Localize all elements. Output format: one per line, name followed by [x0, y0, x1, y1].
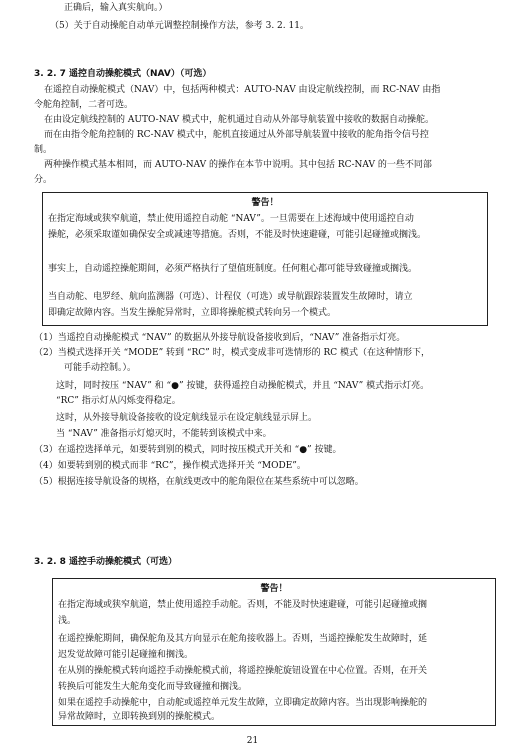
warning-text-line: 在遥控操舵期间，确保舵角及其方向显示在舵角接收器上。否则，当遥控操舵发生故障时，延	[58, 634, 428, 644]
warning-text-line: 异常故障时，立即转换到别的操舵模式。	[58, 712, 221, 722]
paragraph-line: 制。	[34, 145, 53, 155]
warning-text-line: 当自动舵、电罗经、航向监测器（可选）、计程仪（可选）或导航跟踪装置发生故障时，请立	[48, 292, 413, 302]
section-heading-3-2-8: 3. 2. 8 遥控手动操舵模式（可选）	[34, 557, 178, 567]
step-line: 当 “NAV” 准备指示灯熄灭时，不能转到该模式中来。	[56, 429, 272, 439]
step-line: （2）当模式选择开关 “MODE” 转到 “RC” 时，模式变成非可选情形的 RC 模式（在这种情形下，	[34, 348, 431, 358]
paragraph-line: 而在由指令舵角控制的 RC-NAV 模式中，舵机直接通过从外部导航装置中接收的舵角指令信号控	[44, 130, 429, 140]
warning-box	[42, 192, 488, 326]
step-line: 可能手动控制。）。	[64, 363, 137, 373]
step-line: 这时，从外接导航设备接收的设定航线显示在设定航线显示屏上。	[56, 413, 318, 423]
warning-text-line: 在从别的操舵模式转向遥控手动操舵模式前，将遥控操舵旋钮设置在中心位置。否则，在开关	[58, 666, 428, 676]
warning-text-line: 在指定海域或狭窄航道，禁止使用遥控手动舵。否则，不能及时快速避碰，可能引起碰撞或搁	[58, 600, 428, 610]
body-text-line: （5）关于自动操舵自动单元调整控制操作方法，参考 3. 2. 11。	[50, 21, 309, 31]
warning-title: 警告！	[251, 198, 279, 208]
warning-text-line: 事实上，自动遥控操舵期间，必须严格执行了望值班制度。任何粗心都可能导致碰撞或搁浅。	[48, 264, 418, 274]
warning-text-line: 即确定故障内容。当发生操舵异常时，立即将操舵模式转向另一个模式。	[48, 308, 337, 318]
warning-text-line: 如果在遥控手动操舵中，自动舵或遥控单元发生故障，立即确定故障内容。当出现影响操舵的	[58, 698, 428, 708]
step-line: （5）根据连接导航设备的规格，在航线更改中的舵角限位在某些系统中可以忽略。	[34, 477, 364, 487]
paragraph-line: 在遥控自动操舵模式（NAV）中，包括两种模式：AUTO-NAV 由设定航线控制，而 RC-NAV 由指	[44, 85, 441, 95]
paragraph-line: 两种操作模式基本相同，而 AUTO-NAV 的操作在本节中说明。其中包括 RC-NAV 的一些不同部	[44, 160, 432, 170]
paragraph-line: 分。	[34, 175, 53, 185]
step-line: 这时，同时按压 “NAV” 和 “●” 按键，获得遥控自动操舵模式，并且 “NAV” 模式指示灯亮。	[56, 381, 430, 391]
step-line: （3）在遥控选择单元，如要转到别的模式，同时按压模式开关和 “●” 按键。	[34, 445, 342, 455]
body-text-line: 正确后，输入真实航向。）	[64, 3, 168, 13]
warning-text-line: 浅。	[58, 616, 77, 626]
warning-text-line: 迟发觉故障可能引起碰撞和搁浅。	[58, 650, 194, 660]
step-line: （1）当遥控自动操舵模式 “NAV” 的数据从外接导航设备接收到后，“NAV” 准备指示灯亮。	[34, 333, 406, 343]
section-heading-3-2-7: 3. 2. 7 遥控自动操舵模式（NAV）（可选）	[34, 69, 212, 79]
paragraph-line: 令舵角控制，二者可选。	[34, 100, 134, 110]
page-number: 21	[246, 736, 259, 746]
warning-text-line: 转换后可能发生大舵角变化而导致碰撞和搁浅。	[58, 682, 248, 692]
step-line: （4）如要转到别的模式而非 “RC”，操作模式选择开关 “MODE”。	[34, 461, 306, 471]
step-line: “RC” 指示灯从闪烁变得稳定。	[56, 396, 181, 406]
warning-text-line: 在指定海域或狭窄航道，禁止使用遥控自动舵 “NAV”。一旦需要在上述海域中使用遥控自动	[48, 214, 414, 224]
warning-box	[52, 578, 496, 726]
paragraph-line: 在由设定航线控制的 AUTO-NAV 模式中，舵机通过自动从外部导航装置中接收的数据自动操舵。	[44, 115, 434, 125]
warning-title: 警告！	[260, 584, 288, 594]
warning-text-line: 操舵，必须采取谨如确保安全或减速等措施。否则，不能及时快速避碰，可能引起碰撞或搁浅。	[48, 230, 427, 240]
